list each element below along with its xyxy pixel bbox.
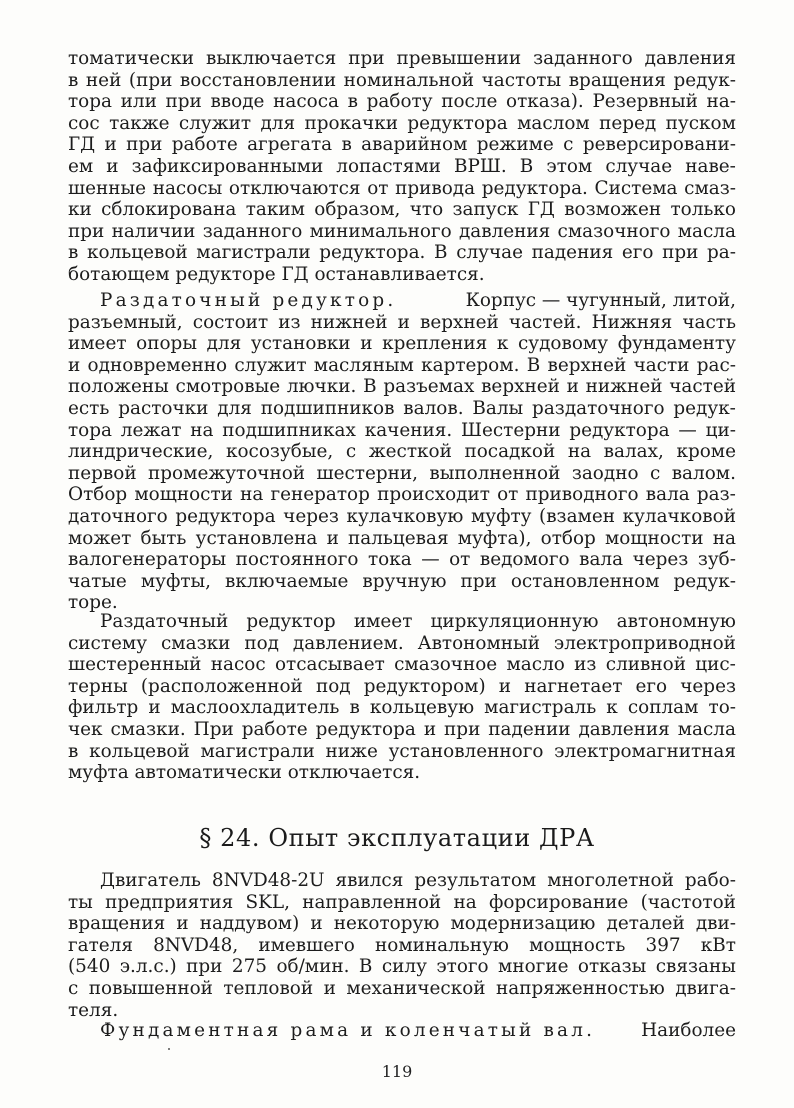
paragraph-3 — [68, 611, 736, 784]
text-line: томатически выключается при превышении заданного давления — [68, 48, 736, 69]
text-line: есть расточки для подшипников валов. Валы раздаточного редук- — [68, 397, 736, 419]
text-line: валогенераторы постоянного тока — от ведомого вала через зуб- — [68, 549, 736, 571]
page-number: 119 — [381, 1062, 413, 1081]
text-line: тора или при вводе насоса в работу после отказа). Резервный на- — [68, 91, 736, 113]
text-line: шенные насосы отключаются от привода редуктора. Система смаз- — [68, 177, 736, 199]
text-line: сос также служит для прокачки редуктора маслом перед пуском — [68, 112, 736, 134]
text-line: терны (расположенной под редуктором) и нагнетает его через — [68, 675, 736, 697]
text-line: торе. — [68, 592, 118, 614]
text-line: чатые муфты, включаемые вручную при остановленном редук- — [68, 570, 736, 592]
text-line: первой промежуточной шестерни, выполненной заодно с валом. — [68, 462, 736, 484]
text-line: даточного редуктора через кулачковую муфту (взамен кулачковой — [68, 505, 736, 527]
text-line: муфта автоматически отключается. — [68, 762, 421, 784]
scan-speck — [168, 1048, 170, 1050]
text-line: ГД и при работе агрегата в аварийном режиме с реверсировани- — [68, 134, 736, 156]
text-line: Отбор мощности на генератор происходит от приводного вала раз- — [68, 484, 736, 506]
text-line: теля. — [68, 999, 119, 1021]
paragraph-5-lead-term: Фундаментная рама и коленчатый вал. — [100, 1020, 596, 1041]
text-line: Двигатель 8NVD48-2U явился результатом многолетной рабо- — [100, 870, 736, 891]
text-line: с повышенной тепловой и механической напряженностью двига- — [68, 977, 736, 999]
section-heading: § 24. Опыт эксплуатации ДРА — [199, 824, 595, 852]
text-line: в кольцевой магистрали ниже установленного электромагнитная — [68, 740, 736, 762]
text-line: Раздаточный редуктор имеет циркуляционную автономную — [100, 611, 736, 632]
paragraph-1 — [68, 48, 736, 286]
text-line: систему смазки под давлением. Автономный электроприводной — [68, 632, 736, 654]
text-line: может быть установлена и пальцевая муфта), отбор мощности на — [68, 527, 736, 549]
paragraph-2 — [68, 290, 736, 614]
text-line: имеет опоры для установки и крепления к судовому фундаменту — [68, 333, 736, 355]
text-line: гателя 8NVD48, имевшего номинальную мощность 397 кВт — [68, 934, 736, 956]
text-line: положены смотровые лючки. В разъемах верхней и нижней частей — [68, 376, 736, 398]
text-line: шестеренный насос отсасывает смазочное масло из сливной цис- — [68, 654, 736, 676]
text-line: в ней (при восстановлении номинальной частоты вращения редук- — [68, 69, 736, 91]
paragraph-2-lead-term: Раздаточный редуктор. — [100, 290, 397, 311]
text-line: фильтр и маслоохладитель в кольцевую магистраль к соплам то- — [68, 697, 736, 719]
text-line: вращения и наддувом) и некоторую модернизацию деталей дви- — [68, 913, 736, 935]
text-line: линдрические, косозубые, с жесткой посадкой на валах, кроме — [68, 441, 736, 463]
text-line: разъемный, состоит из нижней и верхней частей. Нижняя часть — [68, 311, 736, 333]
paragraph-5 — [68, 1020, 736, 1042]
paragraph-2-first-line — [68, 290, 736, 312]
text-line: ем и зафиксированными лопастями ВРШ. В этом случае наве- — [68, 155, 736, 177]
text-line: тора лежат на подшипниках качения. Шестерни редуктора — ци- — [68, 419, 736, 441]
text-line: ботающем редукторе ГД останавливается. — [68, 263, 485, 285]
text-line: (540 э.л.с.) при 275 об/мин. В силу этого многие отказы связаны — [68, 956, 736, 978]
paragraph-2-first-line-rest: Корпус — чугунный, литой, — [465, 290, 736, 311]
text-line: при наличии заданного минимального давления смазочного масла — [68, 220, 736, 242]
paragraph-4 — [68, 870, 736, 1021]
paragraph-5-first-line — [68, 1020, 736, 1042]
paragraph-5-first-line-rest: Наиболее — [641, 1020, 736, 1041]
text-line: чек смазки. При работе редуктора и при падении давления масла — [68, 718, 736, 740]
text-line: ты предприятия SKL, направленной на форсирование (частотой — [68, 891, 736, 913]
text-line: и одновременно служит масляным картером. В верхней части рас- — [68, 354, 736, 376]
text-line: в кольцевой магистрали редуктора. В случае падения его при ра- — [68, 242, 736, 264]
text-line: ки сблокирована таким образом, что запуск ГД возможен только — [68, 199, 736, 221]
